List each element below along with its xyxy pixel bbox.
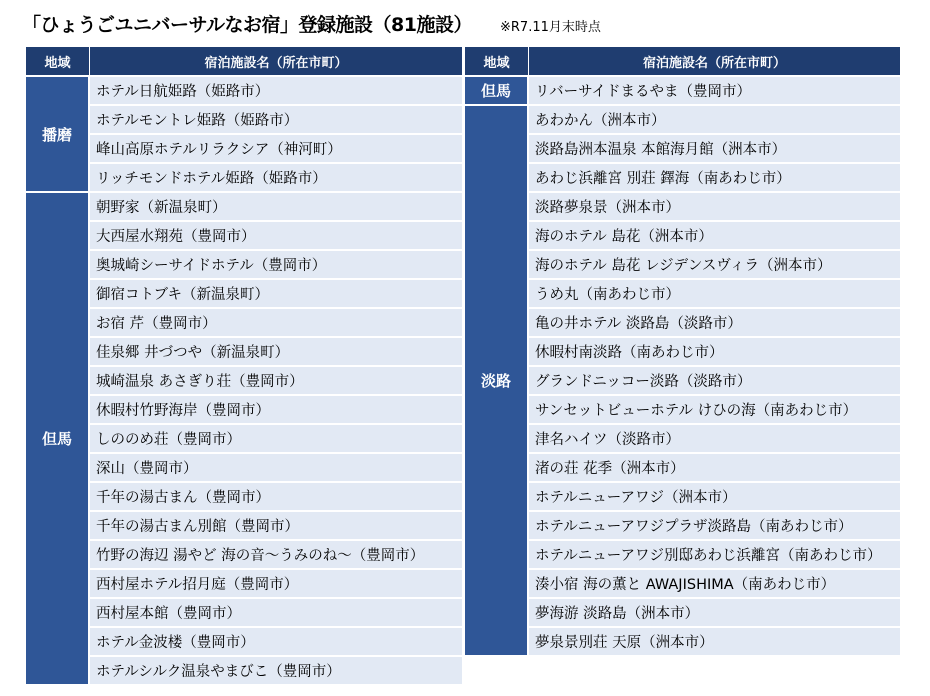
facility-cell: 海のホテル 島花 レジデンスヴィラ（洲本市） <box>529 251 900 280</box>
table-row <box>26 657 462 686</box>
table-row <box>26 628 462 657</box>
table-row <box>26 599 462 628</box>
table-row <box>26 425 462 454</box>
facility-cell: サンセットビューホテル けひの海（南あわじ市） <box>529 396 900 425</box>
table-row <box>465 280 900 309</box>
table-row <box>26 77 462 106</box>
facility-cell: グランドニッコー淡路（淡路市） <box>529 367 900 396</box>
table-row <box>465 541 900 570</box>
table-row <box>465 338 900 367</box>
table-row <box>26 193 462 222</box>
facility-cell: 千年の湯古まん（豊岡市） <box>90 483 462 512</box>
facility-cell: リッチモンドホテル姫路（姫路市） <box>90 164 462 193</box>
table-row <box>26 309 462 338</box>
facility-cell: うめ丸（南あわじ市） <box>529 280 900 309</box>
facility-cell: 湊小宿 海の薫と AWAJISHIMA（南あわじ市） <box>529 570 900 599</box>
facility-cell: 淡路夢泉景（洲本市） <box>529 193 900 222</box>
table-row <box>465 570 900 599</box>
facility-cell: 御宿コトブキ（新温泉町） <box>90 280 462 309</box>
table-row <box>465 512 900 541</box>
table-row <box>26 512 462 541</box>
table-row <box>26 570 462 599</box>
facility-table-right <box>465 47 900 657</box>
region-cell: 但馬 <box>26 193 90 686</box>
table-row <box>465 106 900 135</box>
facility-cell: 夢海游 淡路島（洲本市） <box>529 599 900 628</box>
region-cell: 淡路 <box>465 106 529 657</box>
facility-cell: ホテル日航姫路（姫路市） <box>90 77 462 106</box>
table-body <box>465 77 900 657</box>
table-row <box>26 454 462 483</box>
table-row <box>26 396 462 425</box>
region-column-header: 地域 <box>26 47 90 77</box>
facility-cell: ホテルニューアワジプラザ淡路島（南あわじ市） <box>529 512 900 541</box>
table-row <box>465 164 900 193</box>
date-note: ※R7.11月末時点 <box>500 20 601 35</box>
facility-cell: 西村屋本館（豊岡市） <box>90 599 462 628</box>
facility-cell: ホテルニューアワジ別邸あわじ浜離宮（南あわじ市） <box>529 541 900 570</box>
table-row <box>465 193 900 222</box>
table-row <box>26 106 462 135</box>
facility-cell: ホテルシルク温泉やまびこ（豊岡市） <box>90 657 462 686</box>
facility-cell: あわかん（洲本市） <box>529 106 900 135</box>
table-body <box>26 77 462 686</box>
table-row <box>26 367 462 396</box>
facility-cell: ホテル金波楼（豊岡市） <box>90 628 462 657</box>
table-header-row <box>465 47 900 77</box>
title-row <box>22 10 601 38</box>
region-cell: 播磨 <box>26 77 90 193</box>
table-row <box>465 77 900 106</box>
table-row <box>465 135 900 164</box>
facility-cell: リバーサイドまるやま（豊岡市） <box>529 77 900 106</box>
table-row <box>465 599 900 628</box>
facility-cell: 城崎温泉 あさぎり荘（豊岡市） <box>90 367 462 396</box>
facility-cell: 竹野の海辺 湯やど 海の音～うみのね～（豊岡市） <box>90 541 462 570</box>
facility-cell: 朝野家（新温泉町） <box>90 193 462 222</box>
table-row <box>26 222 462 251</box>
region-column-header: 地域 <box>465 47 529 77</box>
region-cell: 但馬 <box>465 77 529 106</box>
table-header-row <box>26 47 462 77</box>
table-row <box>465 483 900 512</box>
facility-cell: 夢泉景別荘 天原（洲本市） <box>529 628 900 657</box>
table-row <box>26 164 462 193</box>
table-row <box>465 425 900 454</box>
table-row <box>26 338 462 367</box>
facility-cell: 奥城崎シーサイドホテル（豊岡市） <box>90 251 462 280</box>
table-row <box>465 628 900 657</box>
table-row <box>26 280 462 309</box>
facility-cell: 大西屋水翔苑（豊岡市） <box>90 222 462 251</box>
facility-column-header: 宿泊施設名（所在市町） <box>90 47 462 77</box>
table-row <box>465 367 900 396</box>
facility-cell: 渚の荘 花季（洲本市） <box>529 454 900 483</box>
facility-column-header: 宿泊施設名（所在市町） <box>529 47 900 77</box>
table-row <box>465 251 900 280</box>
facility-cell: 休暇村南淡路（南あわじ市） <box>529 338 900 367</box>
table-row <box>26 135 462 164</box>
facility-cell: 津名ハイツ（淡路市） <box>529 425 900 454</box>
facility-cell: 海のホテル 島花（洲本市） <box>529 222 900 251</box>
table-row <box>465 222 900 251</box>
facility-cell: 西村屋ホテル招月庭（豊岡市） <box>90 570 462 599</box>
facility-cell: あわじ浜離宮 別荘 鐸海（南あわじ市） <box>529 164 900 193</box>
facility-cell: 休暇村竹野海岸（豊岡市） <box>90 396 462 425</box>
facility-cell: 千年の湯古まん別館（豊岡市） <box>90 512 462 541</box>
facility-cell: 亀の井ホテル 淡路島（淡路市） <box>529 309 900 338</box>
facility-cell: しののめ荘（豊岡市） <box>90 425 462 454</box>
facility-cell: 峰山高原ホテルリラクシア（神河町） <box>90 135 462 164</box>
table-row <box>465 454 900 483</box>
table-row <box>26 541 462 570</box>
table-row <box>26 251 462 280</box>
page-title: 「ひょうごユニバーサルなお宿」登録施設（81施設） <box>22 14 472 36</box>
facility-cell: ホテルニューアワジ（洲本市） <box>529 483 900 512</box>
facility-table-left <box>26 47 462 686</box>
table-row <box>465 309 900 338</box>
table-row <box>465 396 900 425</box>
facility-cell: 佳泉郷 井づつや（新温泉町） <box>90 338 462 367</box>
facility-cell: ホテルモントレ姫路（姫路市） <box>90 106 462 135</box>
table-row <box>26 483 462 512</box>
facility-cell: 淡路島洲本温泉 本館海月館（洲本市） <box>529 135 900 164</box>
facility-cell: お宿 芹（豊岡市） <box>90 309 462 338</box>
facility-cell: 深山（豊岡市） <box>90 454 462 483</box>
